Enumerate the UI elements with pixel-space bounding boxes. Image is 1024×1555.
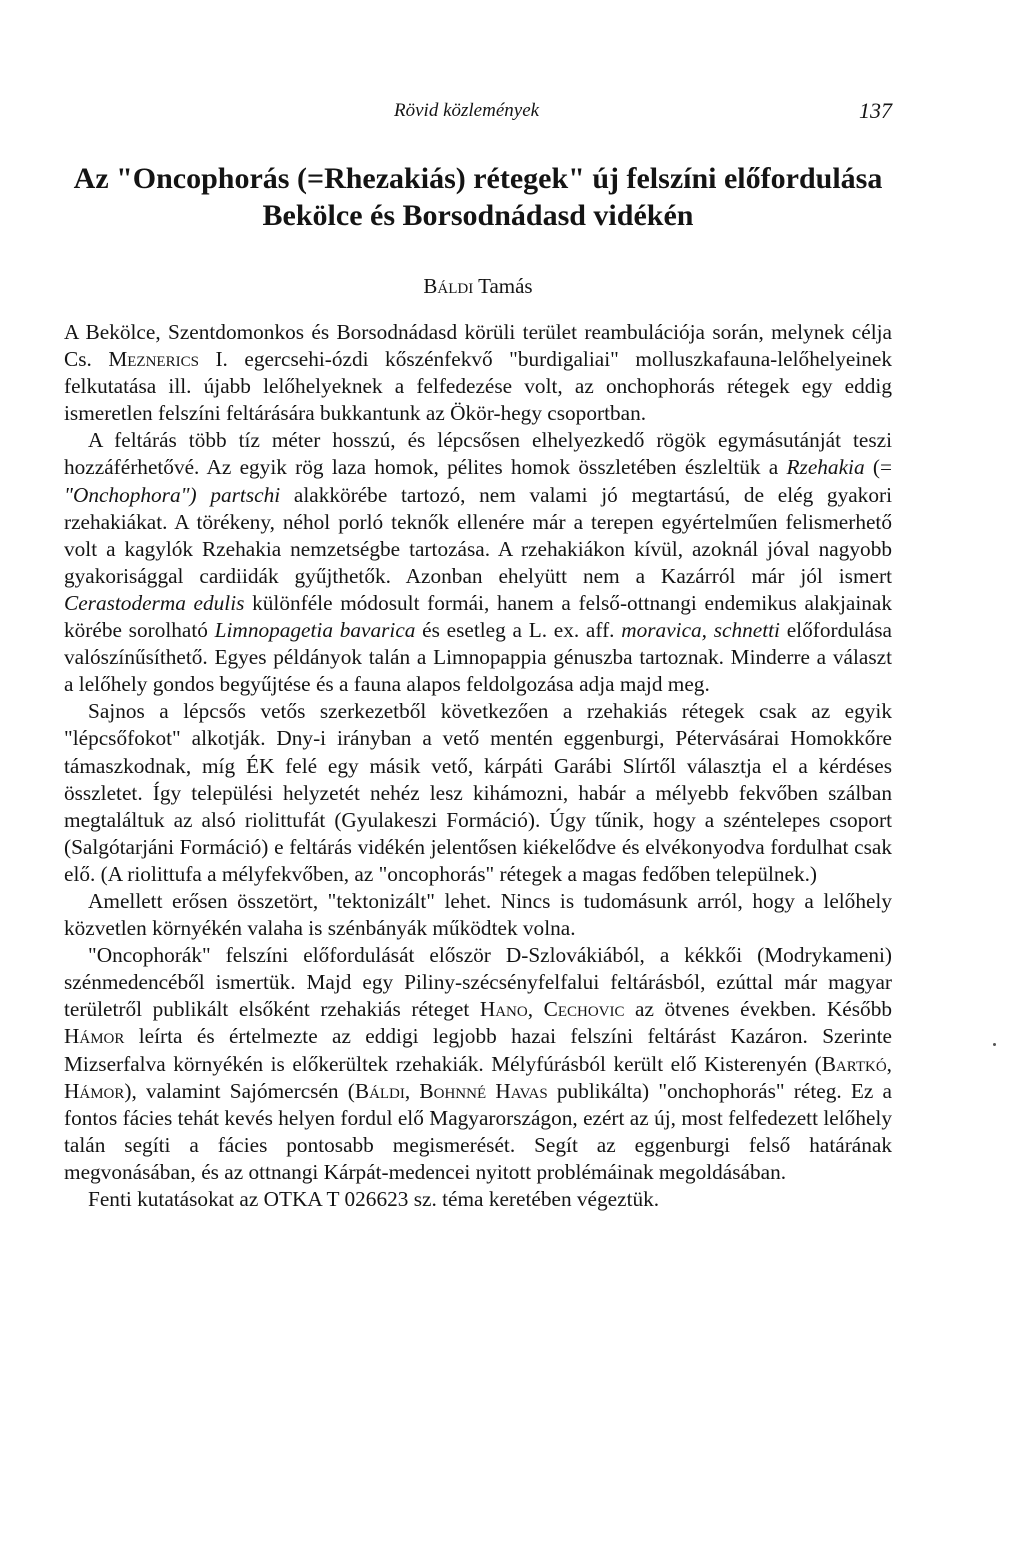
- author-reference: Cechovic: [543, 997, 625, 1022]
- margin-speck: [993, 1043, 996, 1046]
- text-span: előfordulása valószínűsíthető. Egyes példányok talán a Limnopappia génuszba tartoznak. Minderre a választ a lelőhely gondos begyűjtése és a fauna alapos feldolgozása adja majd meg.: [64, 618, 892, 697]
- author-reference: Meznerics: [108, 347, 199, 372]
- taxon-name: Cerastoderma edulis: [64, 590, 245, 615]
- text-span: különféle módosult formái, hanem a felső-ottnangi endemikus alakjainak körébe sorolható: [64, 590, 892, 643]
- author-given-name: Tamás: [478, 274, 533, 298]
- taxon-name: moravica, schnetti: [621, 618, 780, 643]
- paragraph-5: [64, 942, 892, 1186]
- paragraph-2: [64, 427, 892, 698]
- text-span: publikálta) "onchophorás" réteg. Ez a fontos fácies tehát kevés helyen fordul elő Magyarországon, ezért az új, most felfedezett lelőhely talán segíti a fácies pontosabb megismerését. Segít az eggenburgi felső határának megvonásában, és az ottnangi Kárpát-medencei nyitott problémáinak megoldásában.: [64, 1078, 892, 1184]
- author-name: [64, 274, 892, 299]
- text-span: ,: [527, 997, 544, 1022]
- author-reference: Bartkó: [821, 1051, 887, 1076]
- text-span: (=: [864, 455, 892, 480]
- author-reference: Hano: [479, 997, 528, 1022]
- text-span: leírta és értelmezte az eddigi legjobb hazai felszíni feltárást Kazáron. Szerinte Mizserfalva környékén is előkerültek rzehakiák. Mélyfúrásból került elő Kisterenyén (: [64, 1024, 892, 1076]
- taxon-name: Limnopagetia bavarica: [214, 618, 416, 643]
- paragraph-1: [64, 319, 892, 427]
- running-head: Rövid közlemények: [394, 100, 540, 121]
- title-line-2: Bekölce és Borsodnádasd vidékén: [262, 199, 694, 232]
- author-reference: Hámor: [64, 1024, 125, 1049]
- paragraph-3: Sajnos a lépcsős vetős szerkezetből következően a rzehakiás rétegek csak az egyik "lépcsőfokot" alkotják. Dny-i irányban a vető mentén eggenburgi, Pétervásárai Homokkőre támaszkodnak, míg ÉK felé egy másik vető, kárpáti Garábi Slírtől választja el a kérdéses összletet. Így települési helyzetét nehéz lesz kihámozni, habár a mélyebb fekvőben szálban megtaláltuk az alsó riolittufát (Gyulakeszi Formáció). Úgy tűnik, hogy a széntelepes csoport (Salgótarjáni Formáció) e feltárás vidékén jelentősen kiékelődve és elvékonyodva fordulhat csak elő. (A riolittufa a mélyfekvőben, az "oncophorás" rétegek a magas fedőben települnek.): [64, 699, 892, 886]
- author-reference: Báldi: [354, 1078, 405, 1103]
- page-number: 137: [859, 98, 892, 123]
- author-surname: Báldi: [423, 274, 474, 298]
- taxon-name: "Onchophora") partschi: [64, 482, 281, 507]
- text-span: "Oncophorák" felszíni előfordulását először D-Szlovákiából, a kékkői (Modrykameni) szénmedencéből ismertük. Majd egy Piliny-szécsényfelfalui feltárásból, ezúttal már magyar területről publikált elsőként rzehakiás réteget: [64, 943, 892, 1022]
- text-span: ,: [886, 1051, 892, 1076]
- taxon-name: Rzehakia: [786, 455, 865, 480]
- text-span: A Bekölce, Szentdomonkos és Borsodnádasd körüli terület reambulációja során, melynek célja Cs.: [64, 320, 892, 372]
- author-reference: Hámor: [64, 1078, 125, 1103]
- author-reference: Bohnné Havas: [419, 1078, 548, 1103]
- text-span: ), valamint Sajómercsén (: [124, 1078, 355, 1103]
- article-body: [64, 319, 892, 1213]
- text-span: ,: [404, 1078, 420, 1103]
- text-span: A feltárás több tíz méter hosszú, és lépcsősen elhelyezkedő rögök egymásutánját teszi hozzáférhetővé. Az egyik rög laza homok, pélites homok összletében észleltük a: [64, 428, 892, 480]
- text-span: az ötvenes években. Később: [624, 997, 892, 1022]
- article-title: [64, 160, 892, 234]
- page-header: [64, 98, 892, 128]
- text-span: alakkörébe tartozó, nem valami jó megtartású, de elég gyakori rzehakiákat. A törékeny, néhol porló teknők ellenére már a terepen egyértelműen felismerhető volt a kagylók Rzehakia nemzetségbe tartozása. A rzehakiákon kívül, azoknál jóval nagyobb gyakorisággal cardiidák gyűjthetők. Azonban ehelyütt nem a Kazárról már jól ismert: [64, 482, 892, 588]
- text-span: I. egercsehi-ózdi kőszénfekvő "burdigaliai" molluszkafauna-lelőhelyeinek felkutatása ill. újabb lelőhelyeknek a felfedezése volt, az onchophorás rétegek egy eddig ismeretlen felszíni feltárására bukkantunk az Ökör-hegy csoportban.: [64, 347, 892, 426]
- title-line-1: Az "Oncophorás (=Rhezakiás) rétegek" új felszíni előfordulása: [73, 162, 883, 195]
- text-span: és esetleg a L. ex. aff.: [415, 618, 622, 643]
- paragraph-4: Amellett erősen összetört, "tektonizált" lehet. Nincs is tudomásunk arról, hogy a lelőhely közvetlen környékén valaha is szénbányák működtek volna.: [64, 888, 892, 941]
- paragraph-6: Fenti kutatásokat az OTKA T 026623 sz. téma keretében végeztük.: [88, 1187, 660, 1211]
